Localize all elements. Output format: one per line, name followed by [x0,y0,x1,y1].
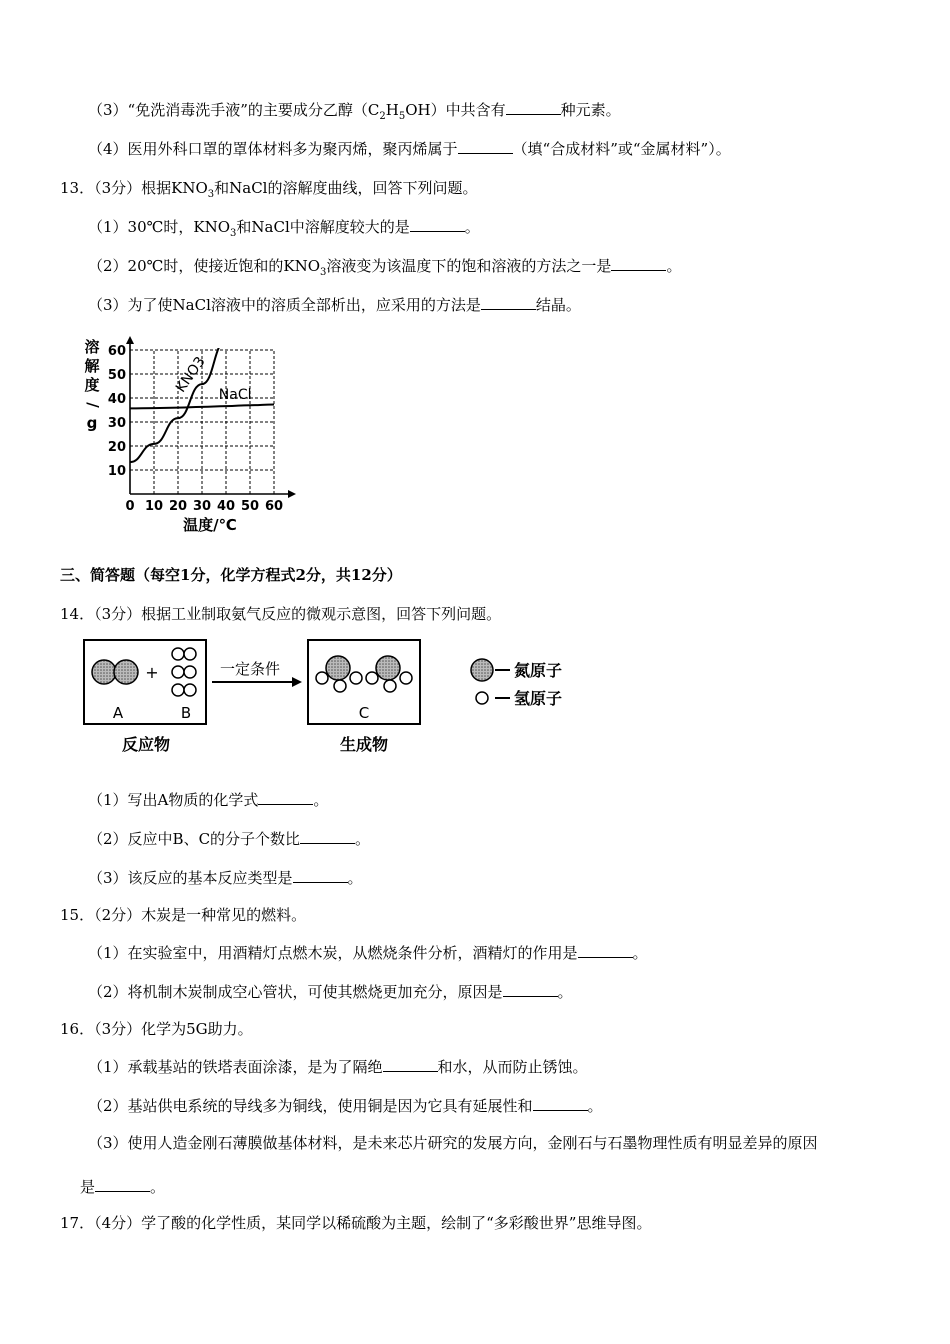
y-tick-label: 40 [107,392,126,407]
q13-part2: （2）20℃时，使接近饱和的$KNO_3$溶液变为该温度下的饱和溶液的方法之一是 。 [88,257,682,278]
solubility-chart [80,328,300,538]
answer-blank[interactable] [258,790,313,805]
q12-part3: （3）“免洗消毒洗手液”的主要成分乙醇$(C_2H_5OH)$中共含有 种元素。 [88,101,621,122]
q15-stem: 15．（2分）木炭是一种常见的燃料。 [60,906,307,924]
y-axis-label-char: / [84,402,102,408]
y-axis-label-char: 溶 [84,338,100,356]
x-tick-label: 60 [264,499,284,514]
hydrogen-atom [334,680,346,692]
y-axis-label-char: 度 [84,376,100,394]
x-tick-label: 0 [125,499,135,514]
x-axis-arrow [288,490,296,498]
x-tick-label: 40 [216,499,236,514]
hydrogen-atom [184,666,196,678]
q14-part2: （2）反应中B、C的分子个数比 。 [88,830,371,848]
legend-hydrogen-icon [476,692,488,704]
chart-axes [126,336,296,498]
hydrogen-atom [172,684,184,696]
q15-part2: （2）将机制木炭制成空心管状，可使其燃烧更加充分，原因是 。 [88,983,573,1001]
y-axis-label-char: g [86,414,98,432]
legend-nitrogen-label: 氮原子 [514,661,563,680]
hydrogen-atom [184,648,196,660]
hydrogen-atom [400,672,412,684]
condition-label: 一定条件 [219,660,281,678]
series-label-nacl: NaCl [218,386,252,403]
q14-part1: （1）写出A物质的化学式 。 [88,791,329,809]
answer-blank[interactable] [410,217,465,232]
q13-part1: （1）30℃时，$KNO_3$和NaCl中溶解度较大的是 。 [88,218,480,239]
y-tick-label: 50 [107,368,126,383]
hydrogen-atom [366,672,378,684]
plus-sign: + [145,663,159,682]
answer-blank[interactable] [578,943,633,958]
q17-stem: 17．（4分）学了酸的化学性质，某同学以稀硫酸为主题，绘制了“多彩酸世界”思维导图。 [60,1214,652,1232]
answer-blank[interactable] [383,1057,438,1072]
answer-blank[interactable] [503,982,558,997]
answer-blank[interactable] [458,139,513,154]
y-tick-label: 10 [107,464,126,479]
arrow-head [292,677,302,687]
legend-hydrogen-label: 氢原子 [514,689,563,708]
q16-stem: 16．（3分）化学为5G助力。 [60,1020,253,1038]
y-tick-label: 30 [107,416,126,431]
hydrogen-atom [184,684,196,696]
q16-part3-line2: 是 。 [80,1178,166,1196]
series-label-kno3: KNO3 [172,353,209,396]
y-axis-label-char: 解 [84,357,100,375]
hydrogen-atom [384,680,396,692]
q15-part1: （1）在实验室中，用酒精灯点燃木炭，从燃烧条件分析，酒精灯的作用是 。 [88,944,648,962]
nitrogen-atom [114,660,138,684]
label-products: 生成物 [339,735,389,754]
label-reactants: 反应物 [121,735,171,754]
section-heading: 三、简答题（每空1分，化学方程式2分，共12分） [60,566,402,584]
ammonia-reaction-diagram [82,636,582,756]
nitrogen-atom [92,660,116,684]
x-tick-label: 10 [144,499,164,514]
answer-blank[interactable] [611,256,666,271]
y-tick-label: 60 [107,344,126,359]
y-tick-label: 20 [107,440,126,455]
nitrogen-atom [326,656,350,680]
answer-blank[interactable] [506,100,561,115]
legend-nitrogen-icon [471,659,493,681]
q14-stem: 14．（3分）根据工业制取氨气反应的微观示意图，回答下列问题。 [60,605,502,623]
x-tick-label: 50 [240,499,260,514]
q13-part3: （3）为了使NaCl溶液中的溶质全部析出，应采用的方法是 结晶。 [88,296,581,314]
q14-part3: （3）该反应的基本反应类型是 。 [88,869,363,887]
q16-part1: （1）承载基站的铁塔表面涂漆，是为了隔绝 和水，从而防止锈蚀。 [88,1058,588,1076]
answer-blank[interactable] [481,295,536,310]
series-line-nacl [130,404,274,408]
hydrogen-atom [316,672,328,684]
answer-blank[interactable] [300,829,355,844]
nitrogen-atom [376,656,400,680]
answer-blank[interactable] [293,868,348,883]
y-axis-arrow [126,336,134,344]
x-axis-label: 温度/℃ [183,516,237,534]
answer-blank[interactable] [95,1177,150,1192]
label-a: A [112,704,124,722]
q12-part4: （4）医用外科口罩的罩体材料多为聚丙烯，聚丙烯属于 （填“合成材料”或“金属材料”）。 [88,140,731,158]
q16-part2: （2）基站供电系统的导线多为铜线，使用铜是因为它具有延展性和 。 [88,1097,603,1115]
hydrogen-atom [172,666,184,678]
x-tick-label: 20 [168,499,188,514]
label-b: B [180,704,192,722]
q13-stem: 13．（3分）根据$KNO_3$和NaCl的溶解度曲线，回答下列问题。 [60,179,478,200]
chart-labels [84,338,283,534]
hydrogen-atom [172,648,184,660]
q16-part3-line1: （3）使用人造金刚石薄膜做基体材料，是未来芯片研究的发展方向，金刚石与石墨物理性质有明显差异的原因 [88,1134,818,1152]
label-c: C [358,704,370,722]
answer-blank[interactable] [533,1096,588,1111]
x-tick-label: 30 [192,499,212,514]
hydrogen-atom [350,672,362,684]
